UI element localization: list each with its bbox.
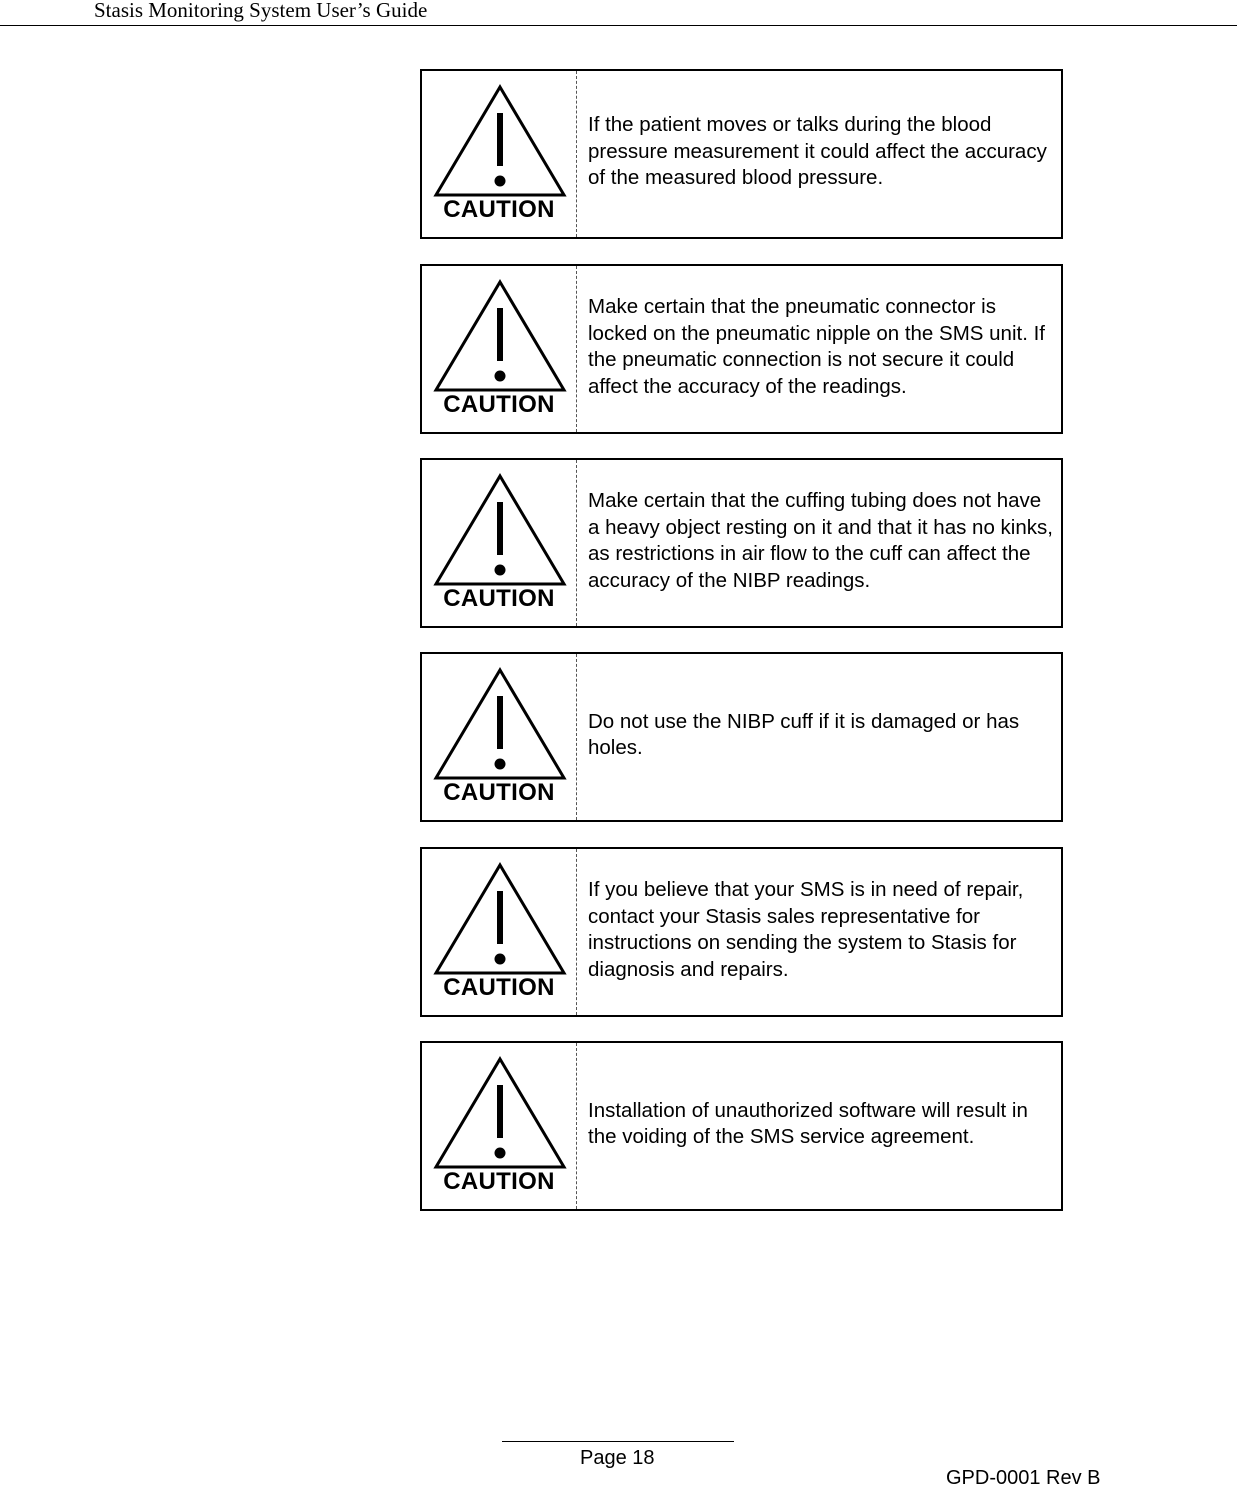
caution-label: CAUTION: [443, 391, 555, 418]
caution-symbol: [422, 266, 577, 432]
caution-box: [420, 69, 1063, 239]
caution-symbol: [422, 460, 577, 626]
caution-symbol: [422, 1043, 577, 1209]
caution-label: CAUTION: [443, 779, 555, 806]
caution-symbol: [422, 71, 577, 237]
caution-text: Make certain that the pneumatic connector is locked on the pneumatic nipple on the SMS unit. If the pneumatic connection is not secure it could affect the accuracy of the readings.: [588, 295, 1045, 398]
footer-divider: [502, 1441, 734, 1442]
caution-triangle-icon: [434, 280, 566, 392]
caution-symbol: [422, 849, 577, 1015]
caution-symbol: [422, 654, 577, 820]
caution-label: CAUTION: [443, 1168, 555, 1195]
caution-triangle-icon: [434, 668, 566, 780]
document-revision: GPD-0001 Rev B: [946, 1467, 1101, 1489]
caution-box: [420, 458, 1063, 628]
caution-box: [420, 847, 1063, 1017]
page-number: Page 18: [580, 1447, 655, 1469]
caution-label: CAUTION: [443, 974, 555, 1001]
caution-text: Do not use the NIBP cuff if it is damaged or has holes.: [588, 709, 1020, 759]
caution-box: [420, 652, 1063, 822]
caution-triangle-icon: [434, 474, 566, 586]
caution-label: CAUTION: [443, 196, 555, 223]
page-header: [0, 0, 1237, 26]
document-title: Stasis Monitoring System User’s Guide: [94, 0, 428, 22]
caution-triangle-icon: [434, 85, 566, 197]
caution-text: Make certain that the cuffing tubing does not have a heavy object resting on it and that it has no kinks, as restrictions in air flow to the cuff can affect the accuracy of the NIBP readings.: [588, 489, 1053, 592]
caution-label: CAUTION: [443, 585, 555, 612]
caution-text: Installation of unauthorized software will result in the voiding of the SMS service agreement.: [588, 1098, 1028, 1148]
caution-triangle-icon: [434, 863, 566, 975]
caution-text: If the patient moves or talks during the blood pressure measurement it could affect the accuracy of the measured blood pressure.: [588, 113, 1047, 190]
caution-text: If you believe that your SMS is in need of repair, contact your Stasis sales representative for instructions on sending the system to Stasis for diagnosis and repairs.: [588, 878, 1024, 981]
caution-triangle-icon: [434, 1057, 566, 1169]
caution-box: [420, 1041, 1063, 1211]
caution-box: [420, 264, 1063, 434]
